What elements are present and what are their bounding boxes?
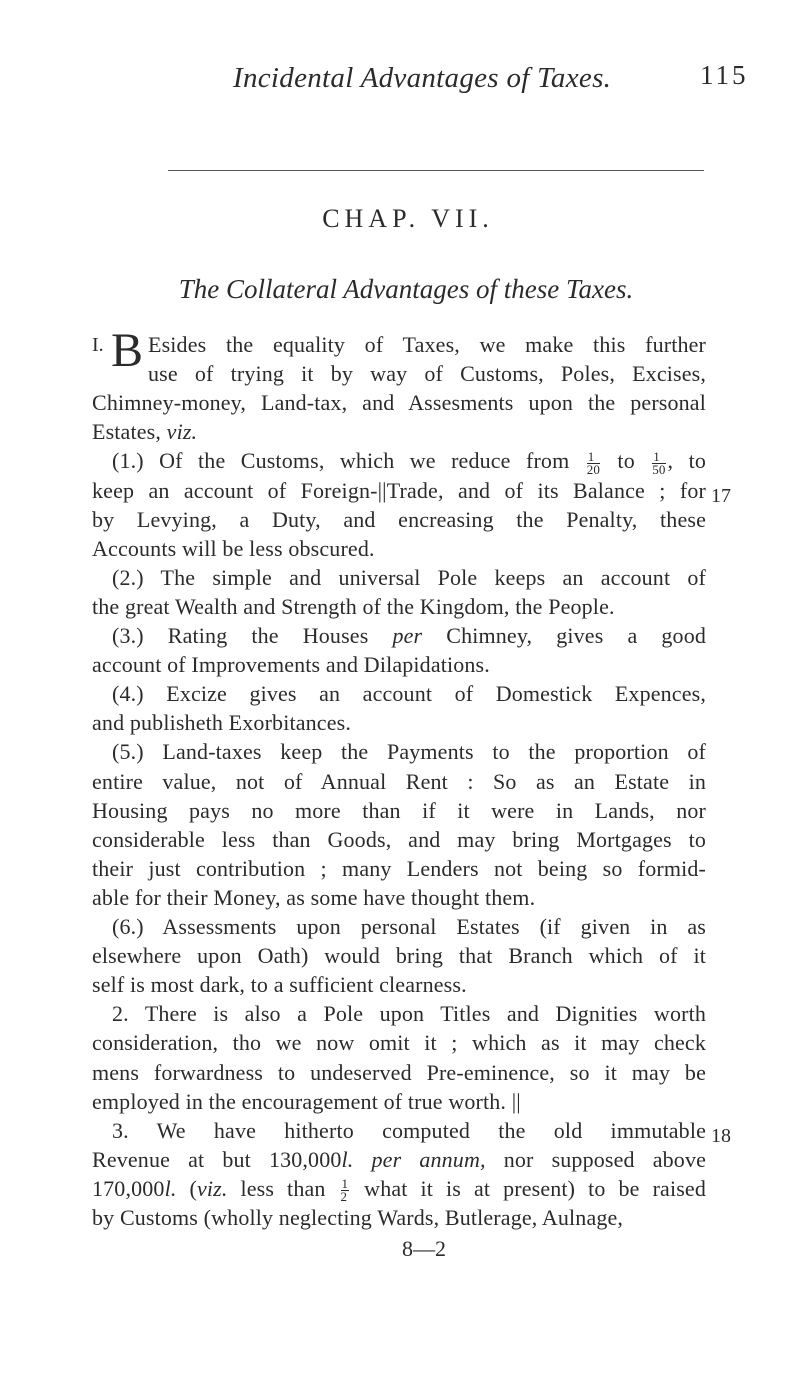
text-line: elsewhere upon Oath) would bring that Branch which of it [92, 943, 706, 969]
text-line: 2. There is also a Pole upon Titles and Dignities worth [112, 1001, 706, 1027]
section-number: I. [92, 334, 104, 356]
text-line: and publisheth Exorbitances. [92, 710, 351, 736]
text-line: 3. We have hitherto computed the old immutable [112, 1117, 706, 1143]
fraction: $\frac{1}{2}$ [340, 1176, 349, 1205]
text-line: Chimney-money, Land-tax, and Assesments upon the personal [92, 390, 706, 416]
text-line: Accounts will be less obscured. [92, 535, 375, 561]
drop-cap: B [111, 324, 144, 377]
text-line: keep an account of Foreign-||Trade, and of its Balance ; for [92, 477, 706, 503]
chapter-heading: CHAP. VII. [322, 204, 494, 233]
text-line: account of Improvements and Dilapidations. [92, 652, 490, 678]
text-line: Revenue at but 130,000l. per annum, nor supposed above [92, 1146, 707, 1172]
fraction: $\frac{1}{50}$ [652, 448, 666, 477]
text-line: employed in the encouragement of true worth. || [92, 1088, 521, 1114]
text-line: (4.) Excize gives an account of Domestick Expences, [112, 681, 706, 707]
text-line: the great Wealth and Strength of the Kingdom, the People. [92, 593, 615, 619]
text-line: Housing pays no more than if it were in Lands, nor [92, 797, 706, 823]
text-line: (5.) Land-taxes keep the Payments to the proportion of [112, 739, 706, 765]
text-line: entire value, not of Annual Rent : So as an Estate in [92, 768, 706, 794]
marginal-number: 18 [711, 1124, 731, 1147]
text-line: able for their Money, as some have thought them. [92, 884, 536, 910]
text-line: Esides the equality of Taxes, we make this further [148, 332, 706, 357]
text-line: (3.) Rating the Houses per Chimney, gives a good [112, 623, 706, 648]
text-line: considerable less than Goods, and may bring Mortgages to [92, 826, 706, 852]
fraction: $\frac{1}{20}$ [586, 448, 601, 477]
text-line: 170,000l. (viz. less than $\frac{1}{2}$ what it is at present) to be raised [92, 1175, 706, 1205]
text-line: (2.) The simple and universal Pole keeps an account of [112, 564, 706, 590]
marginal-number: 17 [711, 484, 731, 507]
text-line: their just contribution ; many Lenders not being so formid- [92, 855, 706, 881]
page-number: 115 [700, 60, 749, 90]
running-head: Incidental Advantages of Taxes. [233, 62, 612, 94]
text-line: (1.) Of the Customs, which we reduce from $\frac{1}{20}$ to $\frac{1}{50}$ , to [112, 448, 706, 477]
text-line: Estates, viz. [92, 419, 198, 445]
text-line: by Customs (wholly neglecting Wards, Butlerage, Aulnage, [92, 1205, 624, 1230]
text-line: (6.) Assessments upon personal Estates (if given in as [112, 914, 706, 939]
chapter-subtitle: The Collateral Advantages of these Taxes. [178, 274, 634, 304]
text-line: consideration, tho we now omit it ; which as it may check [92, 1030, 706, 1056]
text-line: self is most dark, to a sufficient clearness. [92, 972, 467, 998]
signature-mark: 8—2 [402, 1236, 446, 1262]
text-line: by Levying, a Duty, and encreasing the Penalty, these [92, 506, 706, 532]
text-line: use of trying it by way of Customs, Poles, Excises, [148, 361, 706, 387]
text-line: mens forwardness to undeserved Pre-eminence, so it may be [92, 1059, 706, 1085]
header-rule [168, 170, 704, 171]
